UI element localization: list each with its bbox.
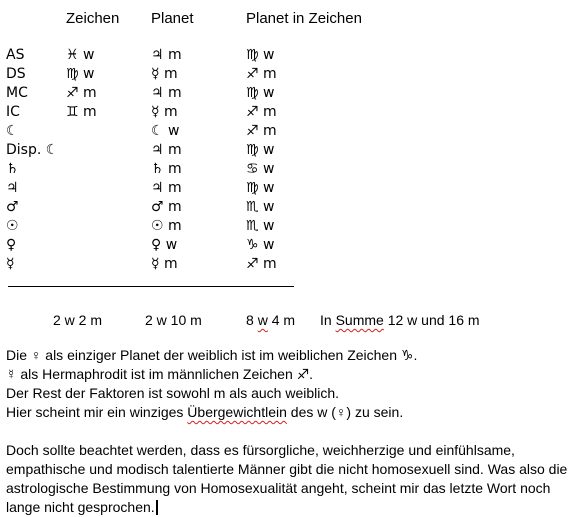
cell-factor: MC [6,85,28,101]
paragraph-4-b: Übergewichtlein [187,404,287,420]
cell-zeichen: ♊ m [66,104,97,120]
cell-planet: ☉ m [151,218,182,234]
sum-total [320,311,480,329]
cell-factor: ♄ [6,161,19,177]
cell-planet-in-zeichen: ♍ w [246,142,275,158]
paragraph-5[interactable] [6,441,571,517]
header-planet: Planet [151,10,194,27]
text-cursor [156,500,158,515]
cell-planet-in-zeichen: ♋ w [246,161,275,177]
cell-planet: ♃ m [151,85,182,101]
sum-planet: 2 w 10 m [145,312,202,328]
sum-zeichen: 2 w 2 m [53,312,103,328]
sum-total-value: 12 w und 16 m [387,312,480,328]
cell-factor: ♂ [6,199,19,215]
cell-zeichen: ♐ m [66,85,97,101]
sum-piz-a: 8 [246,312,254,328]
cell-factor: IC [6,104,20,120]
cell-planet-in-zeichen: ♐ m [246,66,277,82]
cell-factor: DS [6,66,26,82]
cell-planet: ♄ m [151,161,182,177]
cell-factor: ♀ [6,237,17,253]
paragraph-1: Die ♀ als einziger Planet der weiblich ist im weiblichen Zeichen ♑. [6,347,418,363]
cell-planet-in-zeichen: ♑ w [246,237,275,253]
cell-planet: ☿ m [151,104,178,120]
cell-planet: ♂ m [151,199,182,215]
header-planet-in-zeichen: Planet in Zeichen [246,10,362,27]
cell-planet-in-zeichen: ♏ w [246,218,275,234]
cell-factor: ☿ [6,256,15,272]
paragraph-4-a: Hier scheint mir ein winziges [6,404,188,420]
cell-planet: ☾ w [151,123,180,139]
cell-planet: ☿ m [151,66,178,82]
cell-planet-in-zeichen: ♍ w [246,47,275,63]
cell-factor: ♃ [6,180,19,196]
cell-factor: ☾ [6,123,19,139]
cell-factor: AS [6,47,25,63]
cell-planet: ♀ w [151,237,178,253]
table-rule [8,286,294,287]
sum-piz-b: w [257,312,268,328]
cell-planet-in-zeichen: ♐ m [246,256,277,272]
paragraph-spacer [6,422,571,441]
summe-word: Summe [335,312,384,328]
paragraph-5-text: Doch sollte beachtet werden, dass es fürsorgliche, weichherzige und einfühlsame, empathische und modisch talentierte Männer gibt die nicht homosexuell sind. Was also die astrologische Bestimmung von Homosexualität angeht, scheint mir das letzte Wort noch lange nicht gesprochen. [6,442,568,515]
cell-planet: ♃ m [151,47,182,63]
sum-planet-in-zeichen [246,311,295,329]
cell-planet: ♃ m [151,180,182,196]
cell-zeichen: ♍ w [66,66,95,82]
paragraph-2: ☿ als Hermaphrodit ist im männlichen Zeichen ♐. [6,366,314,382]
paragraph-4-c: des w (♀) zu sein. [286,404,404,420]
cell-zeichen: ♓ w [66,47,95,63]
cell-planet-in-zeichen: ♐ m [246,123,277,139]
cell-planet-in-zeichen: ♏ w [246,199,275,215]
cell-planet: ♃ m [151,142,182,158]
sum-in-label: In [320,312,332,328]
header-zeichen: Zeichen [66,10,120,27]
cell-planet: ☿ m [151,256,178,272]
cell-planet-in-zeichen: ♐ m [246,104,277,120]
paragraph-3: Der Rest der Faktoren ist sowohl m als auch weiblich. [6,385,340,401]
cell-factor: Disp. ☾ [6,142,59,158]
paragraph-4 [6,403,571,422]
cell-planet-in-zeichen: ♍ w [246,85,275,101]
commentary [6,346,571,517]
cell-factor: ☉ [6,218,19,234]
cell-planet-in-zeichen: ♍ w [246,180,275,196]
sum-piz-c: 4 m [271,312,296,328]
